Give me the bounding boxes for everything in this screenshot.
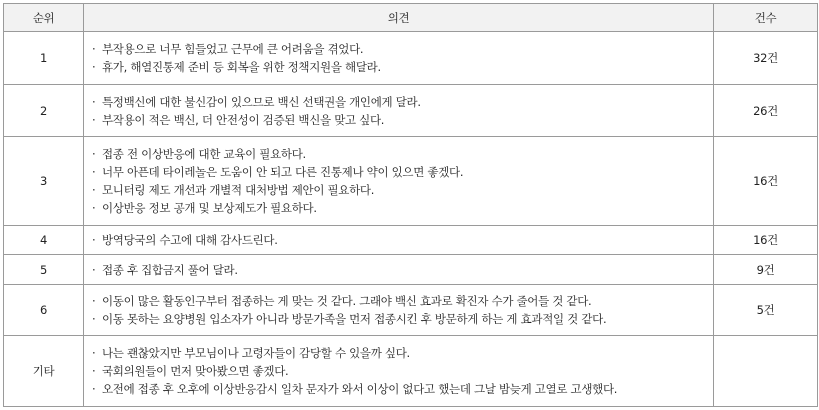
opinion-line [92, 199, 703, 217]
bullet: · [92, 94, 96, 109]
bullet: · [92, 147, 96, 161]
table-row [4, 85, 818, 137]
opinion-line [92, 362, 703, 380]
count-cell: 16건 [714, 226, 818, 255]
count-cell: 5건 [714, 285, 818, 336]
count-cell: 26건 [714, 85, 818, 137]
bullet: · [92, 42, 96, 56]
bullet: · [92, 346, 96, 360]
rank-cell: 2 [4, 85, 84, 137]
opinion-line [92, 163, 703, 181]
table-row [4, 285, 818, 336]
bullet: · [92, 112, 96, 127]
bullet: · [92, 201, 96, 215]
opinion-cell [84, 285, 714, 336]
opinion-text: 접종 전 이상반응에 대한 교육이 필요하다. [102, 147, 306, 161]
opinion-line [92, 261, 703, 279]
opinion-table [3, 3, 818, 407]
bullet: · [92, 312, 96, 326]
bullet: · [92, 294, 96, 308]
rank-cell: 6 [4, 285, 84, 336]
opinion-line [92, 111, 703, 129]
opinion-text: 접종 후 집합금지 풀어 달라. [102, 262, 238, 277]
table-row [4, 32, 818, 85]
header-opinion: 의견 [84, 4, 714, 32]
table-row [4, 137, 818, 226]
rank-cell: 5 [4, 255, 84, 285]
opinion-text: 나는 괜찮았지만 부모님이나 고령자들이 감당할 수 있을까 싶다. [102, 346, 410, 360]
count-cell [714, 336, 818, 407]
opinion-cell [84, 137, 714, 226]
opinion-text: 국회의원들이 먼저 맞아봤으면 좋겠다. [102, 364, 289, 378]
opinion-line [92, 380, 703, 398]
table-row [4, 226, 818, 255]
bullet: · [92, 364, 96, 378]
opinion-table-container [3, 3, 817, 407]
opinion-text: 이동 못하는 요양병원 입소자가 아니라 방문가족을 먼저 접종시킨 후 방문하게 하는 게 효과적일 것 같다. [102, 312, 607, 326]
opinion-line [92, 292, 703, 310]
opinion-cell [84, 226, 714, 255]
count-cell: 9건 [714, 255, 818, 285]
opinion-cell [84, 255, 714, 285]
opinion-line [92, 310, 703, 328]
opinion-line [92, 93, 703, 111]
opinion-line [92, 344, 703, 362]
bullet: · [92, 60, 96, 74]
opinion-cell [84, 85, 714, 137]
opinion-text: 특정백신에 대한 불신감이 있으므로 백신 선택권을 개인에게 달라. [102, 94, 421, 109]
rank-cell: 기타 [4, 336, 84, 407]
opinion-cell [84, 336, 714, 407]
table-row [4, 255, 818, 285]
rank-cell: 4 [4, 226, 84, 255]
bullet: · [92, 183, 96, 197]
opinion-text: 너무 아픈데 타이레놀은 도움이 안 되고 다른 진통제나 약이 있으면 좋겠다. [102, 165, 464, 179]
opinion-line [92, 58, 703, 76]
opinion-text: 방역당국의 수고에 대해 감사드린다. [102, 233, 278, 247]
opinion-text: 모니터링 제도 개선과 개별적 대처방법 제안이 필요하다. [102, 183, 375, 197]
opinion-text: 오전에 접종 후 오후에 이상반응감시 일차 문자가 와서 이상이 없다고 했는데 그날 밤늦게 고열로 고생했다. [102, 382, 618, 396]
opinion-text: 부작용으로 너무 힘들었고 근무에 큰 어려움을 겪었다. [102, 42, 364, 56]
opinion-line [92, 181, 703, 199]
bullet: · [92, 382, 96, 396]
opinion-line [92, 145, 703, 163]
opinion-line [92, 40, 703, 58]
opinion-text: 휴가, 해열진통제 준비 등 회복을 위한 정책지원을 해달라. [102, 60, 381, 74]
count-cell: 32건 [714, 32, 818, 85]
opinion-cell [84, 32, 714, 85]
bullet: · [92, 233, 96, 247]
count-cell: 16건 [714, 137, 818, 226]
opinion-line [92, 231, 703, 249]
bullet: · [92, 262, 96, 277]
table-header-row [4, 4, 818, 32]
opinion-text: 이상반응 정보 공개 및 보상제도가 필요하다. [102, 201, 317, 215]
opinion-text: 부작용이 적은 백신, 더 안전성이 검증된 백신을 맞고 싶다. [102, 112, 385, 127]
rank-cell: 1 [4, 32, 84, 85]
header-rank: 순위 [4, 4, 84, 32]
header-count: 건수 [714, 4, 818, 32]
bullet: · [92, 165, 96, 179]
table-row [4, 336, 818, 407]
rank-cell: 3 [4, 137, 84, 226]
opinion-text: 이동이 많은 활동인구부터 접종하는 게 맞는 것 같다. 그래야 백신 효과로 확진자 수가 줄어들 것 같다. [102, 294, 592, 308]
